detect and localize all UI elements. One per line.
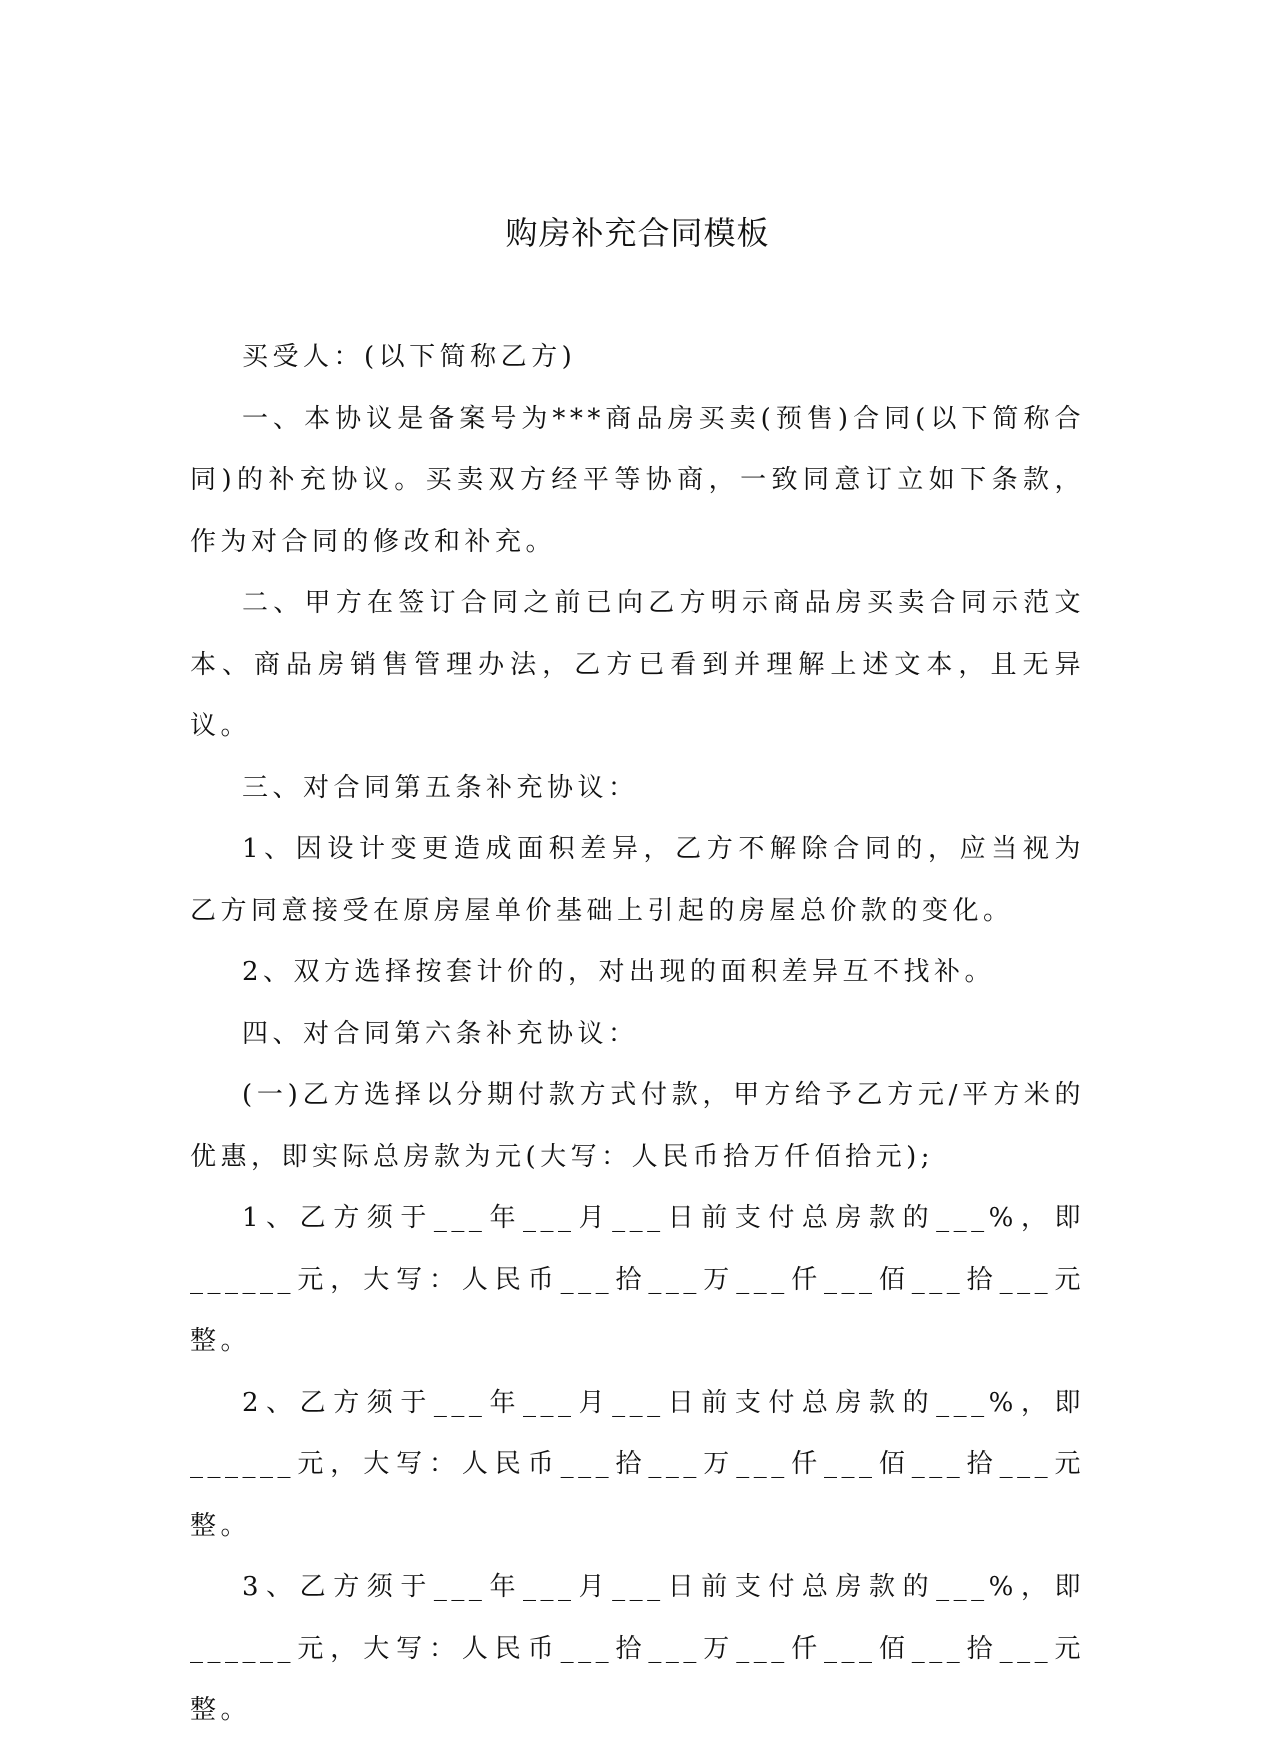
paragraph-payment-2: 2、乙方须于___年___月___日前支付总房款的___%，即______元，大写：人民币___拾___万___仟___佰___拾___元整。 xyxy=(190,1387,1085,1541)
paragraph-clause-2: 二、甲方在签订合同之前已向乙方明示商品房买卖合同示范文本、商品房销售管理办法，乙方已看到并理解上述文本，且无异议。 xyxy=(190,588,1085,741)
document-body xyxy=(190,327,1085,1742)
paragraph-payment-1: 1、乙方须于___年___月___日前支付总房款的___%，即______元，大写：人民币___拾___万___仟___佰___拾___元整。 xyxy=(190,1203,1085,1356)
paragraph-buyer: 买受人：(以下简称乙方) xyxy=(242,342,577,372)
paragraph-clause-1: 一、本协议是备案号为***商品房买卖(预售)合同(以下简称合同)的补充协议。买卖双方经平等协商，一致同意订立如下条款，作为对合同的修改和补充。 xyxy=(190,403,1085,557)
document-title: 购房补充合同模板 xyxy=(505,214,770,252)
paragraph-clause-3: 三、对合同第五条补充协议： xyxy=(242,772,639,803)
paragraph-payment-3: 3、乙方须于___年___月___日前支付总房款的___%，即______元，大写：人民币___拾___万___仟___佰___拾___元整。 xyxy=(190,1572,1085,1725)
paragraph-clause-4: 四、对合同第六条补充协议： xyxy=(242,1018,639,1049)
paragraph-clause-4-sub-1: (一)乙方选择以分期付款方式付款，甲方给予乙方元/平方米的优惠，即实际总房款为元(大写：人民币拾万仟佰拾元); xyxy=(190,1080,1085,1172)
paragraph-clause-3-item-1: 1、因设计变更造成面积差异，乙方不解除合同的，应当视为乙方同意接受在原房屋单价基础上引起的房屋总价款的变化。 xyxy=(190,834,1085,926)
paragraph-clause-3-item-2: 2、双方选择按套计价的，对出现的面积差异互不找补。 xyxy=(242,957,996,987)
